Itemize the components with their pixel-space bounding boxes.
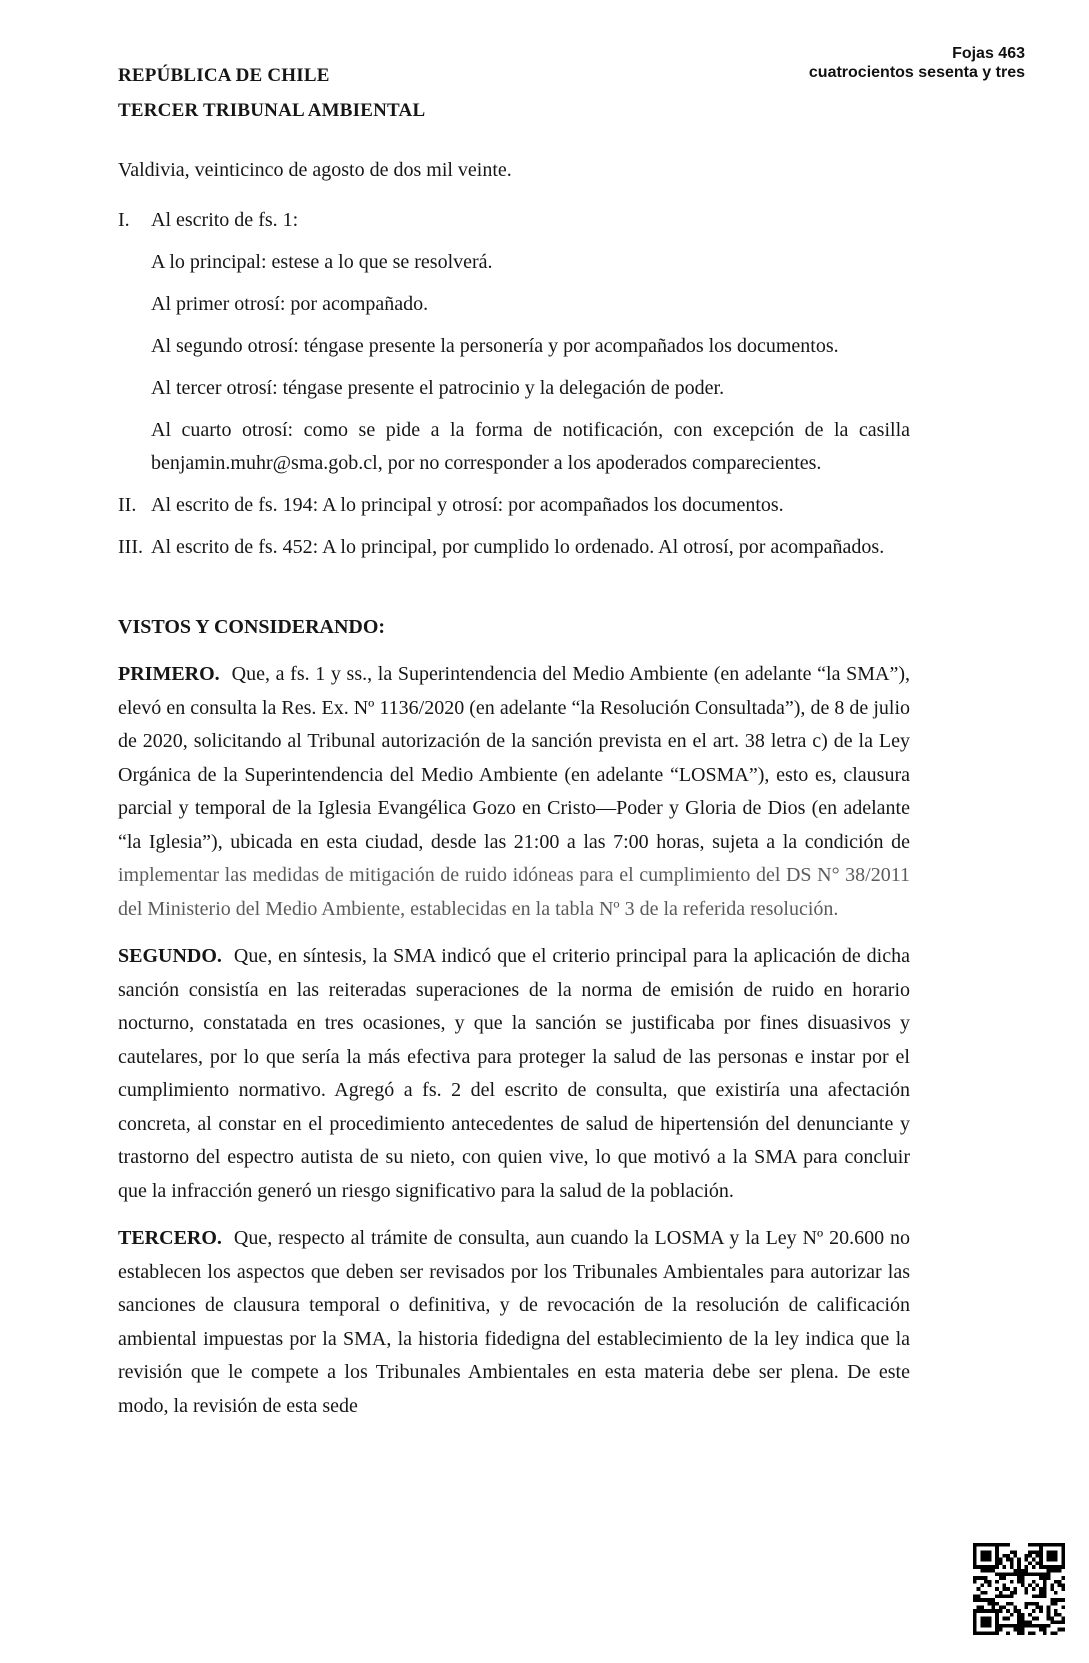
roman-numeral: III. bbox=[118, 536, 143, 558]
considerando-tercero bbox=[118, 1222, 910, 1423]
considerando-label: SEGUNDO. bbox=[118, 945, 222, 967]
resolution-item-1 bbox=[118, 204, 910, 480]
dateline: Valdivia, veinticinco de agosto de dos mil veinte. bbox=[118, 159, 512, 181]
letterhead-country: REPÚBLICA DE CHILE bbox=[118, 65, 330, 86]
resolution-item-3 bbox=[118, 531, 910, 564]
letterhead bbox=[118, 58, 910, 128]
qr-code-image bbox=[973, 1543, 1065, 1635]
considerando-body: Que, respecto al trámite de consulta, aun cuando la LOSMA y la Ley Nº 20.600 no establecen los aspectos que deben ser revisados por los Tribunales Ambientales para autorizar las sanciones de clausura temporal o definitiva, y de revocación de la resolución de calificación ambiental impuestas por la SMA, la historia fidedigna del establecimiento de la ley indica que la revisión que le compete a los Tribunales Ambientales en esta materia debe ser plena. De este modo, la revisión de esta sede bbox=[118, 1227, 910, 1417]
resolution-subitem: Al segundo otrosí: téngase presente la personería y por acompañados los documentos. bbox=[151, 335, 839, 357]
fojas-words: cuatrocientos sesenta y tres bbox=[808, 64, 1025, 81]
resolution-subitem: A lo principal: estese a lo que se resolverá. bbox=[151, 251, 493, 273]
letterhead-court: TERCER TRIBUNAL AMBIENTAL bbox=[118, 100, 426, 121]
resolution-item-2 bbox=[118, 489, 910, 522]
qr-code bbox=[973, 1543, 1065, 1635]
section-heading: VISTOS Y CONSIDERANDO: bbox=[118, 616, 386, 638]
roman-numeral: II. bbox=[118, 494, 137, 516]
resolutions-list bbox=[118, 204, 910, 564]
considerando-label: PRIMERO. bbox=[118, 663, 220, 685]
fojas-number: Fojas 463 bbox=[952, 45, 1025, 62]
considerando-body: Que, a fs. 1 y ss., la Superintendencia del Medio Ambiente (en adelante “la SMA”), elevó en consulta la Res. Ex. Nº 1136/2020 (en adelante “la Resolución Consultada”), de 8 de julio de 2020, solicitando al Tribunal autorización de la sanción prevista en el art. 38 letra c) de la Ley Orgánica de la Superintendencia del Medio Ambiente (en adelante “LOSMA”), esto es, clausura parcial y temporal de la Iglesia Evangélica Gozo en Cristo—Poder y Gloria de Dios (en adelante “la Iglesia”), ubicada en esta ciudad, desde las 21:00 a las 7:00 horas, sujeta a la condición de bbox=[118, 663, 910, 853]
considerando-label: TERCERO. bbox=[118, 1227, 222, 1249]
considerando-body-condition: implementar las medidas de mitigación de ruido idóneas para el cumplimiento del DS N° 38/2011 del Ministerio del Medio Ambiente, establecidas en la tabla Nº 3 de la referida resolución. bbox=[118, 864, 910, 920]
resolution-subitem: Al tercer otrosí: téngase presente el patrocinio y la delegación de poder. bbox=[151, 377, 725, 399]
resolution-text: Al escrito de fs. 452: A lo principal, por cumplido lo ordenado. Al otrosí, por acompañados. bbox=[151, 536, 885, 558]
resolution-text: Al escrito de fs. 1: bbox=[151, 209, 299, 231]
document-content bbox=[118, 0, 910, 1431]
resolution-subitem: Al cuarto otrosí: como se pide a la forma de notificación, con excepción de la casilla benjamin.muhr@sma.gob.cl, por no corresponder a los apoderados comparecientes. bbox=[151, 419, 910, 474]
considerando-body: Que, en síntesis, la SMA indicó que el criterio principal para la aplicación de dicha sanción consistía en las reiteradas superaciones de la norma de emisión de ruido en horario nocturno, constatada en tres ocasiones, y que la sanción se justificaba por fines disuasivos y cautelares, por lo que sería la más efectiva para proteger la salud de las personas e instar por el cumplimiento normativo. Agregó a fs. 2 del escrito de consulta, que existiría una afectación concreta, al constar en el procedimiento antecedentes de salud de hipertensión del denunciante y trastorno del espectro autista de su nieto, con quien vive, lo que motivó a la SMA para concluir que la infracción generó un riesgo significativo para la salud de la población. bbox=[118, 945, 910, 1202]
considerando-primero bbox=[118, 658, 910, 926]
considerando-segundo bbox=[118, 940, 910, 1208]
roman-numeral: I. bbox=[118, 209, 130, 231]
resolution-subitem: Al primer otrosí: por acompañado. bbox=[151, 293, 429, 315]
resolution-text: Al escrito de fs. 194: A lo principal y otrosí: por acompañados los documentos. bbox=[151, 494, 784, 516]
